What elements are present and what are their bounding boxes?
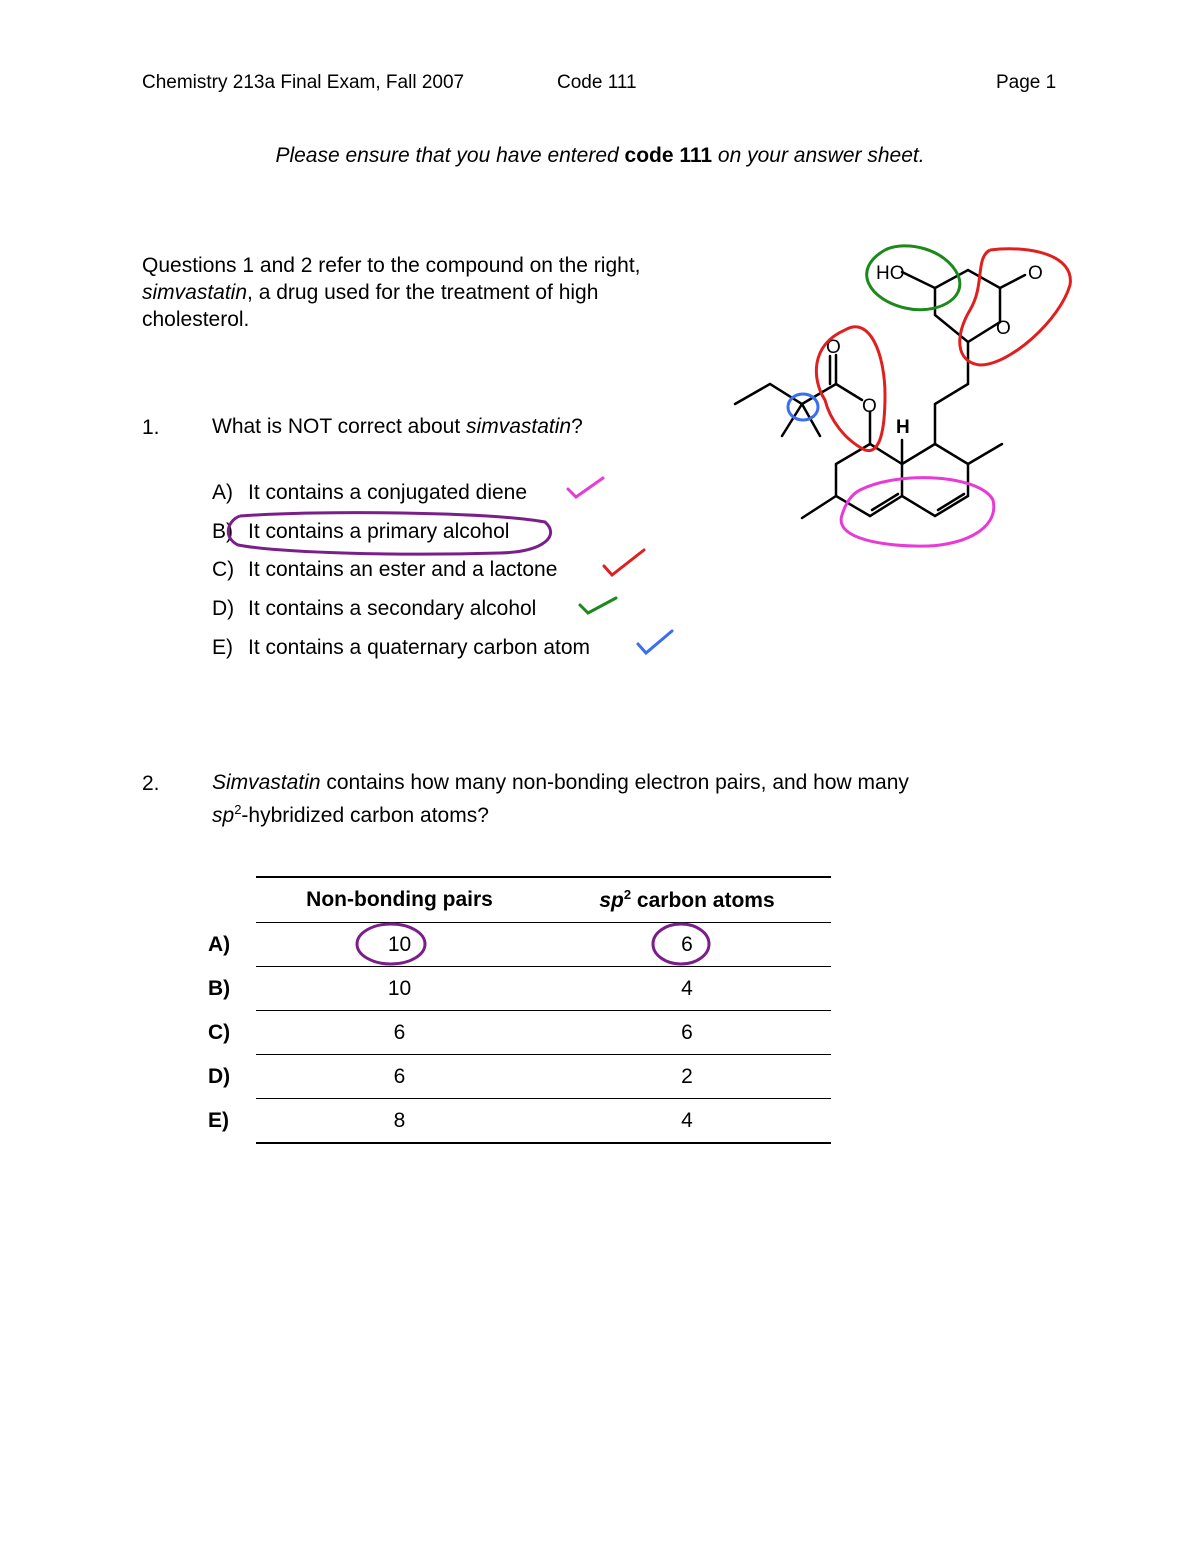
row-label: B) — [208, 977, 231, 1000]
option-text: It contains a primary alcohol — [248, 520, 510, 543]
check-icon-option-e — [638, 631, 672, 653]
option-letter: C) — [212, 558, 235, 581]
intro-compound-name: simvastatin — [142, 281, 248, 304]
col2-sup: 2 — [623, 887, 632, 902]
sp2-cell: 2 — [543, 1055, 831, 1099]
check-icon-option-a — [568, 478, 603, 497]
pairs-value: 6 — [393, 1020, 406, 1044]
q2-text-italic: Simvastatin — [212, 771, 321, 794]
option-letter: E) — [212, 636, 233, 659]
option-letter: B) — [212, 520, 233, 543]
pairs-value: 10 — [387, 976, 412, 1000]
row-label: E) — [208, 1109, 229, 1132]
q1-text-italic: simvastatin — [466, 415, 572, 438]
q2-sup: 2 — [234, 802, 242, 817]
option-letter: D) — [212, 597, 235, 620]
pairs-value: 10 — [387, 932, 412, 956]
circle-option-b — [228, 513, 550, 555]
notice-after: on your answer sheet. — [712, 144, 925, 167]
circle-answer-sp2 — [653, 924, 709, 964]
label-o-lactone-ring: O — [996, 318, 1011, 339]
label-o-ester-carbonyl: O — [826, 337, 841, 358]
intro-line-2-rest: , a drug used for the treatment of high — [247, 281, 599, 304]
option-text: It contains a conjugated diene — [248, 481, 528, 504]
simvastatin-structure — [735, 270, 1025, 518]
intro-line-1: Questions 1 and 2 refer to the compound on the right, — [142, 254, 641, 277]
sp2-cell: 4 — [543, 967, 831, 1011]
check-icon-option-d — [580, 598, 616, 613]
q2-number: 2. — [142, 772, 160, 795]
sp2-cell: 6 — [543, 923, 831, 967]
header-code: Code 111 — [557, 72, 637, 93]
q1-number: 1. — [142, 416, 160, 439]
intro-line-3: cholesterol. — [142, 308, 250, 331]
label-ho: HO — [876, 263, 905, 284]
header-page: Page 1 — [996, 72, 1057, 93]
q2-sp: sp — [212, 804, 235, 827]
notice-code: code 111 — [624, 144, 713, 167]
check-icon-option-c — [604, 550, 644, 575]
row-label: A) — [208, 933, 231, 956]
label-h: H — [896, 417, 910, 438]
q2-text-rest: contains how many non-bonding electron pairs, and how many — [320, 771, 909, 794]
row-label: D) — [208, 1065, 231, 1088]
notice-before: Please ensure that you have entered — [275, 144, 625, 167]
option-text: It contains a secondary alcohol — [248, 597, 537, 620]
col2-rest: carbon atoms — [631, 889, 775, 912]
circle-answer-pairs — [357, 924, 425, 964]
option-text: It contains an ester and a lactone — [248, 558, 558, 581]
label-o-ester: O — [862, 396, 877, 417]
header-title: Chemistry 213a Final Exam, Fall 2007 — [142, 72, 465, 93]
option-text: It contains a quaternary carbon atom — [248, 636, 591, 659]
option-letter: A) — [212, 481, 233, 504]
q1-text-before: What is NOT correct about — [212, 415, 467, 438]
q1-text-after: ? — [571, 415, 583, 438]
red-circle-lactone — [960, 249, 1071, 365]
q2-line-2-rest: -hybridized carbon atoms? — [241, 804, 489, 827]
row-label: C) — [208, 1021, 231, 1044]
label-o-lactone-carbonyl: O — [1028, 263, 1043, 284]
pairs-value: 6 — [393, 1064, 406, 1088]
pairs-value: 8 — [393, 1108, 406, 1132]
sp2-cell: 6 — [543, 1011, 831, 1055]
sp2-cell: 4 — [543, 1099, 831, 1144]
col-nonbonding-pairs: Non-bonding pairs — [306, 888, 493, 911]
col2-sp: sp — [599, 889, 624, 912]
